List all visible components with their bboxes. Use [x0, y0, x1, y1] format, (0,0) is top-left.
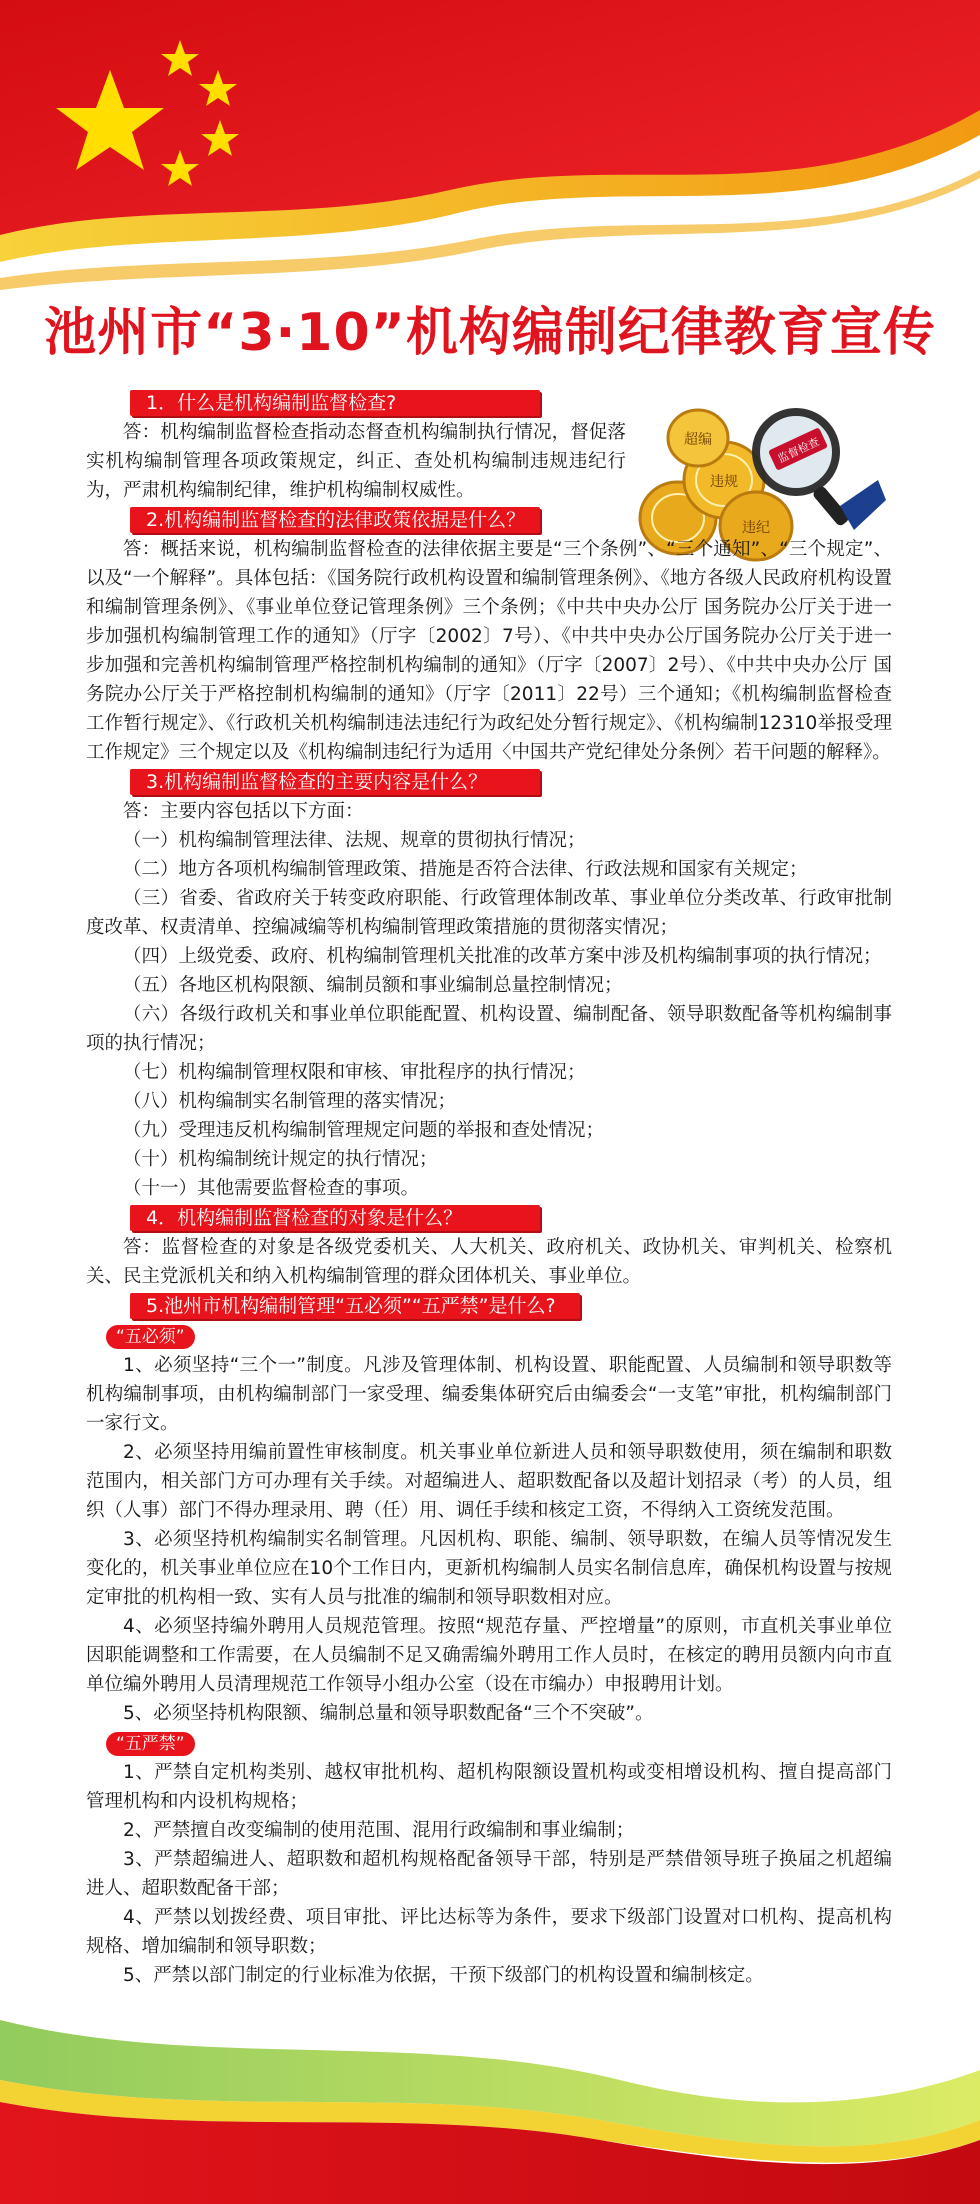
ban-item: 3、严禁超编进人、超职数和超机构规格配备领导干部，特别是严禁借领导班子换届之机超编进人、超职数配备干部；: [86, 1849, 892, 1899]
coin-label-overstaff: 超编: [684, 432, 712, 448]
must-item: 5、必须坚持机构限额、编制总量和领导职数配备“三个不突破”。: [123, 1703, 654, 1724]
tag-five-musts: “五必须”: [106, 1325, 195, 1349]
list-item: （十）机构编制统计规定的执行情况；: [123, 1149, 438, 1170]
list-item: （五）各地区机构限额、编制员额和事业编制总量控制情况；: [123, 975, 623, 996]
tag-five-bans: “五严禁”: [106, 1732, 195, 1756]
must-item: 3、必须坚持机构编制实名制管理。凡因机构、职能、编制、领导职数，在编人员等情况发生变化的，机关事业单位应在10个工作日内，更新机构编制人员实名制信息库，确保机构设置与按规定审批的机构相一致、实有人员与批准的编制和领导职数相对应。: [86, 1529, 892, 1608]
list-item: （一）机构编制管理法律、法规、规章的贯彻执行情况；: [123, 830, 586, 851]
coin-label-violation: 违规: [710, 474, 738, 490]
ban-item: 2、严禁擅自改变编制的使用范围、混用行政编制和事业编制；: [123, 1820, 635, 1841]
coin-label-discipline: 违纪: [742, 520, 770, 536]
list-item: （三）省委、省政府关于转变政府职能、行政管理体制改革、事业单位分类改革、行政审批制度改革、权责清单、控编减编等机构编制管理政策措施的贯彻落实情况；: [86, 888, 892, 938]
list-item: （二）地方各项机构编制管理政策、措施是否符合法律、行政法规和国家有关规定；: [123, 859, 808, 880]
question-1: 1．什么是机构编制监督检查?: [130, 390, 540, 416]
list-item: （九）受理违反机构编制管理规定问题的举报和查处情况；: [123, 1120, 605, 1141]
question-2: 2.机构编制监督检查的法律政策依据是什么？: [130, 507, 540, 533]
list-item: （四）上级党委、政府、机构编制管理机关批准的改革方案中涉及机构编制事项的执行情况；: [123, 946, 882, 967]
question-3: 3.机构编制监督检查的主要内容是什么？: [130, 769, 540, 795]
ban-item: 4、严禁以划拨经费、项目审批、评比达标等为条件，要求下级部门设置对口机构、提高机构规格、增加编制和领导职数；: [86, 1907, 892, 1957]
answer-4: 答：监督检查的对象是各级党委机关、人大机关、政府机关、政协机关、审判机关、检察机关、民主党派机关和纳入机构编制管理的群众团体机关、事业单位。: [86, 1237, 892, 1287]
must-item: 4、必须坚持编外聘用人员规范管理。按照“规范存量、严控增量”的原则，市直机关事业单位因职能调整和工作需要，在人员编制不足又确需编外聘用工作人员时，在核定的聘用员额内向市直单位编外聘用人员清理规范工作领导小组办公室（设在市编办）申报聘用计划。: [86, 1616, 892, 1695]
list-item: （六）各级行政机关和事业单位职能配置、机构设置、编制配备、领导职数配备等机构编制事项的执行情况；: [86, 1004, 892, 1054]
magnifier-label: 监督检查: [775, 435, 822, 466]
top-banner: [0, 0, 980, 290]
list-item: （八）机构编制实名制管理的落实情况；: [123, 1091, 457, 1112]
page-title: 池州市“3·10”机构编制纪律教育宣传: [44, 303, 936, 363]
answer-3-intro: 答：主要内容包括以下方面：: [123, 801, 364, 822]
must-item: 1、必须坚持“三个一”制度。凡涉及管理体制、机构设置、职能配置、人员编制和领导职数等机构编制事项，由机构编制部门一家受理、编委集体研究后由编委会“一支笔”审批，机构编制部门一家行文。: [86, 1355, 892, 1434]
bottom-banner: [0, 1990, 980, 2204]
list-item: （七）机构编制管理权限和审核、审批程序的执行情况；: [123, 1062, 586, 1083]
answer-1: 答：机构编制监督检查指动态督查机构编制执行情况，督促落实机构编制管理各项政策规定，纠正、查处机构编制违规违纪行为，严肃机构编制纪律，维护机构编制权威性。: [86, 422, 626, 501]
must-item: 2、必须坚持用编前置性审核制度。机关事业单位新进人员和领导职数使用，须在编制和职数范围内，相关部门方可办理有关手续。对超编进人、超职数配备以及超计划招录（考）的人员，组织（人事）部门不得办理录用、聘（任）用、调任手续和核定工资，不得纳入工资统发范围。: [86, 1442, 892, 1521]
content: [86, 388, 892, 1990]
ban-item: 1、严禁自定机构类别、越权审批机构、超机构限额设置机构或变相增设机构、擅自提高部门管理机构和内设机构规格；: [86, 1762, 892, 1812]
ban-item: 5、严禁以部门制定的行业标准为依据，干预下级部门的机构设置和编制核定。: [123, 1965, 764, 1986]
question-4: 4．机构编制监督检查的对象是什么？: [130, 1205, 540, 1231]
answer-2: 答：概括来说，机构编制监督检查的法律依据主要是“三个条例”、“三个通知”、“三个规定”、以及“一个解释”。具体包括：《国务院行政机构设置和编制管理条例》、《地方各级人民政府机构设置和编制管理条例》、《事业单位登记管理条例》三个条例；《中共中央办公厅 国务院办公厅关于进一步加强机构编制管理工作的通知》（厅字〔2002〕7号）、《中共中央办公厅国务院办公厅关于进一步加强和完善机构编制管理严格控制机构编制的通知》（厅字〔2007〕2号）、《中共中央办公厅 国务院办公厅关于严格控制机构编制的通知》（厅字〔2011〕22号）三个通知；《机构编制监督检查工作暂行规定》、《行政机关机构编制违法违纪行为政纪处分暂行规定》、《机构编制12310举报受理工作规定》三个规定以及《机构编制违纪行为适用〈中国共产党纪律处分条例〉若干问题的解释》。: [86, 539, 892, 763]
question-5: 5.池州市机构编制管理“五必须”“五严禁”是什么?: [130, 1293, 580, 1319]
list-item: （十一）其他需要监督检查的事项。: [123, 1178, 420, 1199]
